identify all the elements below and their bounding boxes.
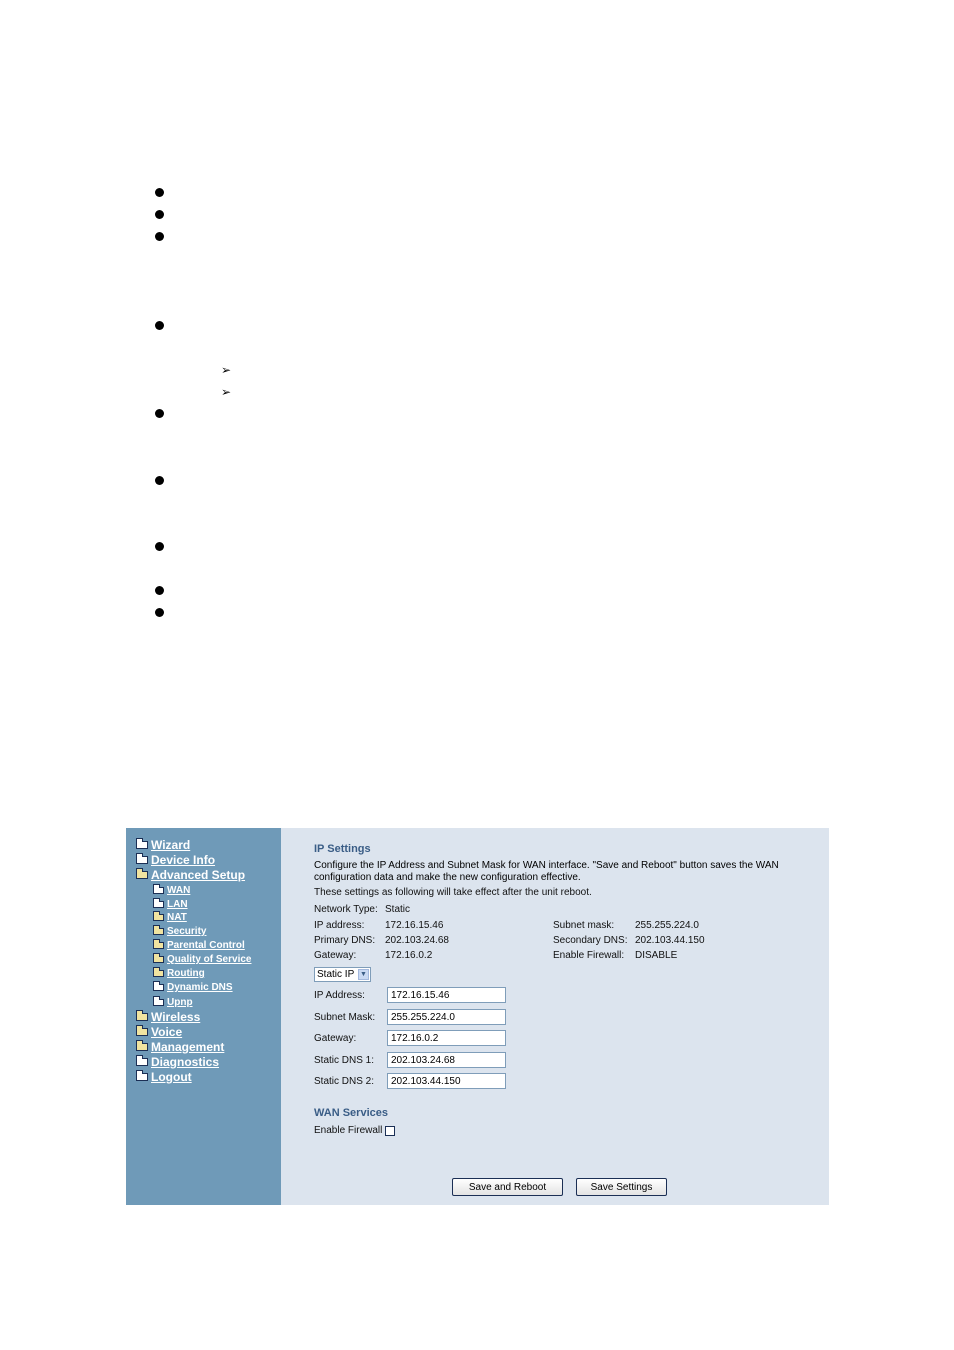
folder-icon [136, 856, 148, 864]
sidebar-item-label[interactable]: Voice [151, 1025, 183, 1039]
folder-icon [153, 887, 164, 894]
ip-address-input[interactable] [387, 987, 506, 1003]
page-description: Configure the IP Address and Subnet Mask for WAN interface. "Save and Reboot" button saves the WAN configuration data and make the new configuration effective. [314, 860, 779, 883]
save-settings-button[interactable]: Save Settings [576, 1178, 667, 1196]
bullet-marker [155, 210, 164, 219]
sidebar-item-label[interactable]: Logout [151, 1070, 192, 1084]
static-dns2-input[interactable] [387, 1073, 506, 1089]
reboot-note: These settings as following will take effect after the unit reboot. [314, 887, 592, 898]
sidebar-item-security[interactable] [153, 926, 206, 937]
network-type-value: Static [385, 904, 411, 915]
gateway-label: Gateway: [314, 1033, 357, 1044]
folder-icon [153, 984, 164, 991]
firewall-status-label: Enable Firewall: [553, 950, 625, 961]
chevron-down-icon[interactable]: ▼ [358, 969, 369, 980]
bullet-marker [155, 188, 164, 197]
sidebar-item-routing[interactable] [153, 968, 205, 979]
sidebar-item-wireless[interactable] [136, 1010, 200, 1024]
static-dns2-label: Static DNS 2: [314, 1076, 375, 1087]
sidebar-item-advanced-setup[interactable] [136, 868, 245, 882]
folder-open-icon [136, 871, 148, 879]
save-and-reboot-button[interactable]: Save and Reboot [452, 1178, 563, 1196]
folder-open-icon [153, 928, 164, 935]
subnet-mask-input[interactable] [387, 1009, 506, 1025]
folder-open-icon [153, 942, 164, 949]
sidebar-item-label[interactable]: Wizard [151, 838, 191, 852]
sidebar-item-management[interactable] [136, 1040, 224, 1054]
sidebar-item-diagnostics[interactable] [136, 1055, 219, 1069]
firewall-status-value: DISABLE [635, 950, 678, 961]
sidebar-item-lan[interactable] [153, 899, 188, 910]
folder-icon [153, 999, 164, 1006]
sidebar-item-device-info[interactable] [136, 853, 215, 867]
sidebar-item-logout[interactable] [136, 1070, 192, 1084]
subnet-mask-status-value: 255.255.224.0 [635, 920, 699, 931]
sidebar-item-label[interactable]: Diagnostics [151, 1055, 220, 1069]
sidebar-item-label[interactable]: WAN [167, 885, 191, 896]
network-type-label: Network Type: [314, 904, 378, 915]
sidebar-item-label[interactable]: NAT [167, 912, 187, 923]
arrow-bullet-icon: ➢ [221, 385, 232, 399]
static-dns1-input[interactable] [387, 1052, 506, 1068]
sidebar-item-upnp[interactable] [153, 997, 193, 1008]
page-title: IP Settings [314, 843, 371, 855]
sidebar-item-dynamic-dns[interactable] [153, 982, 233, 993]
gateway-input[interactable] [387, 1030, 506, 1046]
sidebar-item-wizard[interactable] [136, 838, 190, 852]
primary-dns-status-label: Primary DNS: [314, 935, 376, 946]
wan-services-title: WAN Services [314, 1107, 388, 1119]
ip-address-status-label: IP address: [314, 920, 365, 931]
enable-firewall-checkbox[interactable] [385, 1126, 395, 1136]
connection-type-select[interactable] [314, 967, 371, 982]
sidebar-item-label[interactable]: Parental Control [167, 940, 245, 951]
gateway-status-label: Gateway: [314, 950, 357, 961]
bullet-marker [155, 232, 164, 241]
sidebar-item-label[interactable]: Device Info [151, 853, 216, 867]
gateway-status-value: 172.16.0.2 [385, 950, 433, 961]
sidebar-item-voice[interactable] [136, 1025, 182, 1039]
sidebar-item-quality-of-service[interactable] [153, 954, 251, 965]
router-config-screenshot [126, 828, 829, 1205]
sidebar-item-label[interactable]: Management [151, 1040, 225, 1054]
folder-icon [153, 901, 164, 908]
sidebar-item-label[interactable]: Dynamic DNS [167, 982, 233, 993]
folder-open-icon [136, 1013, 148, 1021]
folder-open-icon [153, 914, 164, 921]
folder-icon [136, 841, 148, 849]
sidebar-item-label[interactable]: Routing [167, 968, 205, 979]
sidebar [126, 828, 281, 1205]
bullet-marker [155, 586, 164, 595]
folder-icon [136, 1073, 148, 1081]
bullet-marker [155, 542, 164, 551]
folder-icon [136, 1058, 148, 1066]
bullet-marker [155, 608, 164, 617]
ip-address-status-value: 172.16.15.46 [385, 920, 444, 931]
secondary-dns-status-value: 202.103.44.150 [635, 935, 705, 946]
folder-open-icon [136, 1028, 148, 1036]
primary-dns-status-value: 202.103.24.68 [385, 935, 449, 946]
bullet-marker [155, 321, 164, 330]
sidebar-item-wan[interactable] [153, 885, 190, 896]
ip-address-label: IP Address: [314, 990, 365, 1001]
sidebar-item-label[interactable]: Wireless [151, 1010, 201, 1024]
sidebar-item-label[interactable]: Quality of Service [167, 954, 252, 965]
folder-open-icon [153, 956, 164, 963]
secondary-dns-status-label: Secondary DNS: [553, 935, 628, 946]
connection-type-selected: Static IP [317, 969, 355, 980]
folder-open-icon [136, 1043, 148, 1051]
main-content [281, 828, 829, 1205]
sidebar-item-nat[interactable] [153, 912, 187, 923]
static-dns1-label: Static DNS 1: [314, 1055, 375, 1066]
sidebar-item-parental-control[interactable] [153, 940, 245, 951]
subnet-mask-label: Subnet Mask: [314, 1012, 376, 1023]
sidebar-item-label[interactable]: LAN [167, 899, 188, 910]
enable-firewall-label: Enable Firewall [314, 1125, 383, 1136]
sidebar-item-label[interactable]: Upnp [167, 997, 193, 1008]
subnet-mask-status-label: Subnet mask: [553, 920, 615, 931]
sidebar-item-label[interactable]: Security [167, 926, 207, 937]
sidebar-item-label[interactable]: Advanced Setup [151, 868, 246, 882]
arrow-bullet-icon: ➢ [221, 363, 232, 377]
bullet-marker [155, 409, 164, 418]
bullet-marker [155, 476, 164, 485]
folder-open-icon [153, 970, 164, 977]
